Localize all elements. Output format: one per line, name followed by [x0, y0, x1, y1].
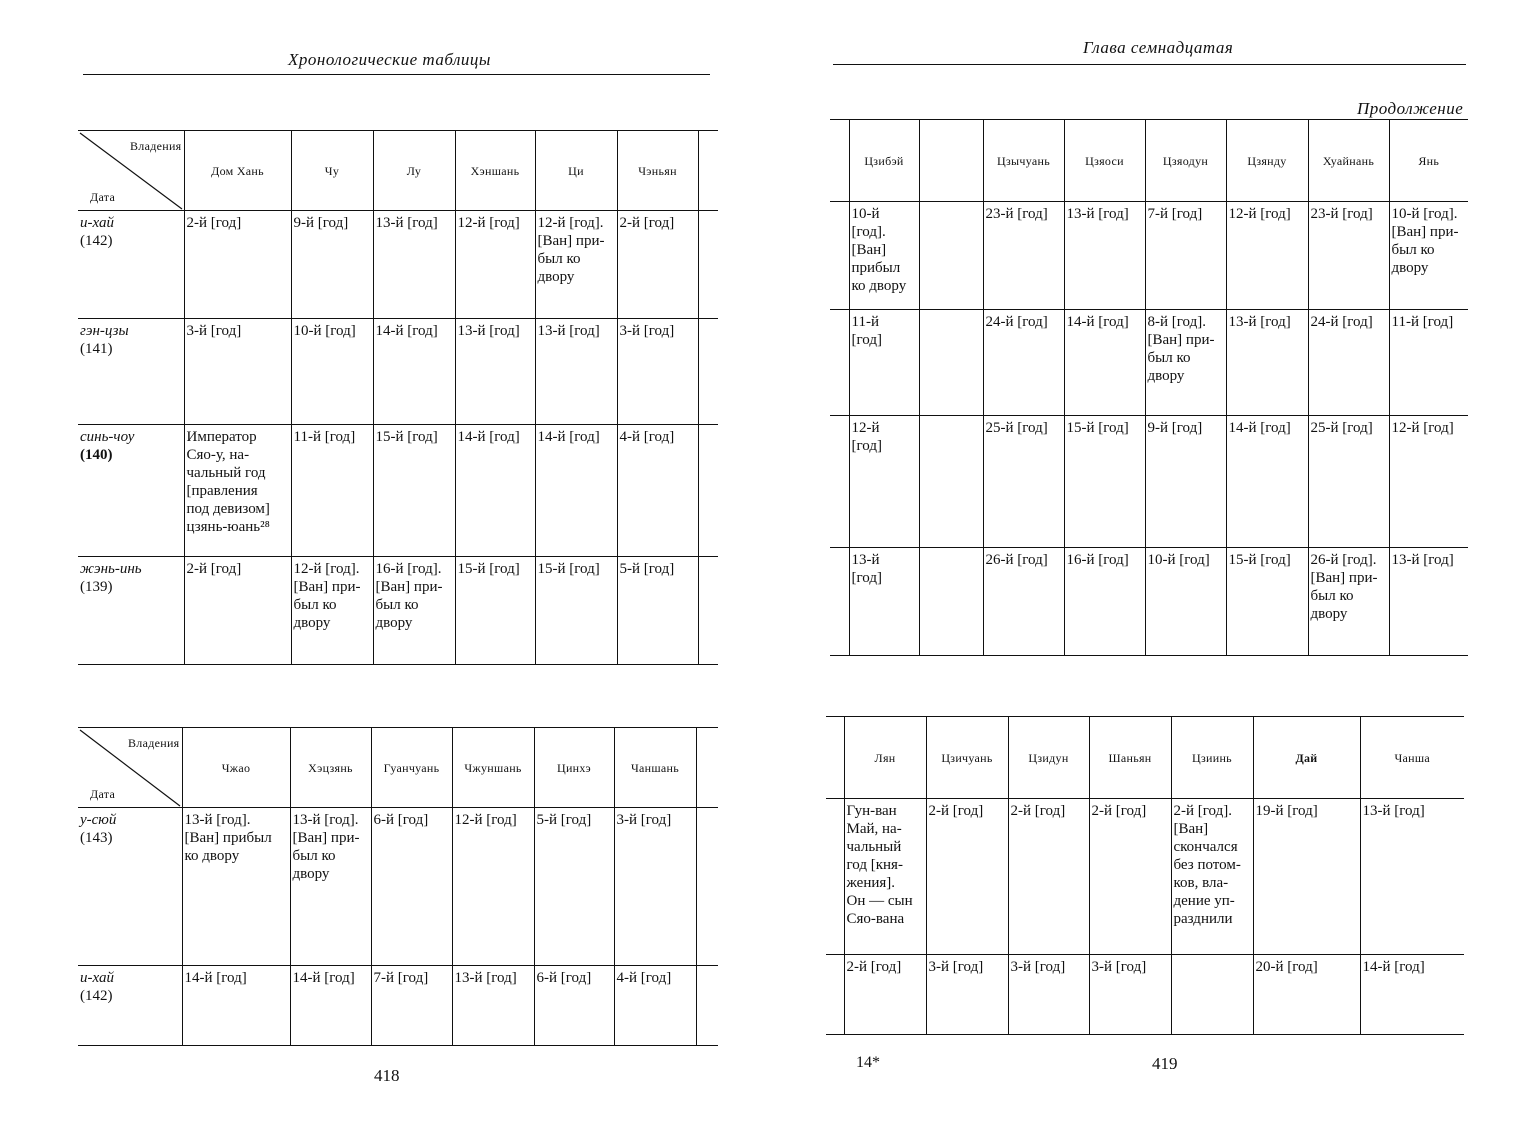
table-cell: 26-й [год] [983, 548, 1064, 656]
continuation-label: Продолжение [1357, 99, 1464, 118]
column-header: Гуанчуань [371, 728, 452, 808]
table-cell [919, 310, 983, 416]
table-cell-empty [698, 211, 718, 319]
table-cell: 14-й [год] [1360, 955, 1464, 1035]
table-cell: 6-й [год] [534, 966, 614, 1046]
year-bc: (143) [80, 830, 113, 846]
column-header: Чанша [1360, 717, 1464, 799]
date-cell [78, 966, 182, 1046]
column-header-empty [698, 131, 718, 211]
table-cell: 13-й [год] [1360, 799, 1464, 955]
header-rule-left [83, 74, 710, 75]
date-cell [78, 211, 184, 319]
table-corner-header [78, 728, 182, 808]
table-row [830, 310, 1468, 416]
table-cell-empty [698, 319, 718, 425]
column-header: Лу [373, 131, 455, 211]
page-number-left: 418 [374, 1066, 400, 1085]
column-header: Шаньян [1089, 717, 1171, 799]
cyclical-date: жэнь-инь [80, 561, 142, 577]
table-cell: 16-й [год] [1064, 548, 1145, 656]
table-cell: 10-й [год] [1145, 548, 1226, 656]
table-cell: 2-й [год] [184, 211, 291, 319]
table-row [78, 966, 718, 1046]
table-cell: Гун-ван Май, на- чальный год [кня- жения]. Он — сын Сяо-вана [844, 799, 926, 955]
table-cell: 11-й [год] [291, 425, 373, 557]
table-row [78, 808, 718, 966]
table-row [830, 416, 1468, 548]
table-cell: 13-й [год] [455, 319, 535, 425]
date-cell [78, 425, 184, 557]
table-row [78, 319, 718, 425]
table-cell: 25-й [год] [983, 416, 1064, 548]
column-header: Цзянду [1226, 120, 1308, 202]
table-cell: 2-й [год] [184, 557, 291, 665]
table-cell: 16-й [год]. [Ван] при- был ко двору [373, 557, 455, 665]
column-header: Хэншань [455, 131, 535, 211]
header-rule-right [833, 64, 1466, 65]
table-cell: 4-й [год] [614, 966, 696, 1046]
table-cell: 13-й [год] [373, 211, 455, 319]
table-cell: 5-й [год] [617, 557, 698, 665]
table-cell: 23-й [год] [1308, 202, 1389, 310]
column-header: Цзидун [1008, 717, 1089, 799]
table-cell: 10-й [год]. [Ван] прибыл ко двору [849, 202, 919, 310]
right-table-1 [830, 119, 1468, 656]
column-header-empty [830, 120, 849, 202]
corner-label-columns: Владения [129, 139, 182, 153]
cyclical-date: у-сюй [80, 812, 117, 828]
table-cell-empty [696, 808, 718, 966]
table-cell: 11-й [год] [849, 310, 919, 416]
table-cell-empty [826, 799, 844, 955]
table-row [78, 557, 718, 665]
column-header: Чу [291, 131, 373, 211]
year-bc: (139) [80, 579, 113, 595]
table-cell-empty [696, 966, 718, 1046]
table-cell: 8-й [год]. [Ван] при- был ко двору [1145, 310, 1226, 416]
table-cell: 25-й [год] [1308, 416, 1389, 548]
table-row [830, 548, 1468, 656]
table-cell: 9-й [год] [1145, 416, 1226, 548]
column-header: Цзичуань [926, 717, 1008, 799]
column-header: Цзибэй [849, 120, 919, 202]
column-header: Дай [1253, 717, 1360, 799]
table-cell: 14-й [год] [1064, 310, 1145, 416]
left-table-2 [78, 727, 718, 1046]
table-cell: 13-й [год] [1064, 202, 1145, 310]
table-cell: 13-й [год] [535, 319, 617, 425]
left-table-1 [78, 130, 718, 665]
year-bc: (142) [80, 988, 113, 1004]
column-header: Чэньян [617, 131, 698, 211]
table-cell: 3-й [год] [184, 319, 291, 425]
corner-label-rows: Дата [90, 787, 116, 801]
table-corner-header [78, 131, 184, 211]
date-cell [78, 319, 184, 425]
table-cell: 11-й [год] [1389, 310, 1468, 416]
table-cell: 12-й [год] [849, 416, 919, 548]
table-cell: 19-й [год] [1253, 799, 1360, 955]
corner-label-rows: Дата [90, 190, 116, 204]
corner-label-columns: Владения [127, 736, 180, 750]
table-cell-empty [698, 425, 718, 557]
table-cell: 14-й [год] [373, 319, 455, 425]
table-row [826, 955, 1464, 1035]
column-header-empty [826, 717, 844, 799]
table-cell: 4-й [год] [617, 425, 698, 557]
table-cell: 15-й [год] [373, 425, 455, 557]
column-header: Янь [1389, 120, 1468, 202]
column-header: Дом Хань [184, 131, 291, 211]
table-cell: 2-й [год] [844, 955, 926, 1035]
table-cell-empty [830, 548, 849, 656]
table-cell-empty [830, 310, 849, 416]
table-cell: 13-й [год]. [Ван] прибыл ко двору [182, 808, 290, 966]
cyclical-date: и-хай [80, 970, 114, 986]
column-header: Цзычуань [983, 120, 1064, 202]
column-header: Чжао [182, 728, 290, 808]
table-cell: 14-й [год] [290, 966, 371, 1046]
table-cell: 5-й [год] [534, 808, 614, 966]
table-cell: 3-й [год] [617, 319, 698, 425]
column-header: Цзяоси [1064, 120, 1145, 202]
table-cell: 14-й [год] [455, 425, 535, 557]
table-row [830, 202, 1468, 310]
year-bc: (142) [80, 233, 113, 249]
column-header: Хуайнань [1308, 120, 1389, 202]
signature-mark: 14* [856, 1054, 880, 1071]
table-cell: 13-й [год] [452, 966, 534, 1046]
table-cell: 15-й [год] [455, 557, 535, 665]
column-header: Цзяодун [1145, 120, 1226, 202]
table-cell-empty [830, 416, 849, 548]
table-cell: 3-й [год] [1089, 955, 1171, 1035]
table-cell: 10-й [год] [291, 319, 373, 425]
table-cell [919, 548, 983, 656]
page-number-right: 419 [1152, 1054, 1178, 1073]
column-header: Хэцзянь [290, 728, 371, 808]
cyclical-date: гэн-цзы [80, 323, 129, 339]
running-head-left: Хронологические таблицы [288, 50, 491, 69]
table-row [78, 211, 718, 319]
table-cell: 13-й [год] [1389, 548, 1468, 656]
column-header: Цзиинь [1171, 717, 1253, 799]
date-cell [78, 557, 184, 665]
table-cell: 2-й [год] [1008, 799, 1089, 955]
table-cell: 3-й [год] [926, 955, 1008, 1035]
table-cell: 12-й [год] [1226, 202, 1308, 310]
table-cell: 14-й [год] [182, 966, 290, 1046]
column-header: Чаншань [614, 728, 696, 808]
table-cell: 13-й [год] [849, 548, 919, 656]
table-cell: 12-й [год] [452, 808, 534, 966]
year-bc: (141) [80, 341, 113, 357]
column-header-empty [696, 728, 718, 808]
table-cell: 12-й [год] [455, 211, 535, 319]
table-cell-empty [698, 557, 718, 665]
cyclical-date: синь-чоу [80, 429, 135, 445]
running-head-right: Глава семнадцатая [1083, 38, 1234, 57]
table-cell-empty [830, 202, 849, 310]
table-cell: 2-й [год] [1089, 799, 1171, 955]
table-cell-empty [826, 955, 844, 1035]
table-cell: 23-й [год] [983, 202, 1064, 310]
table-cell [919, 416, 983, 548]
table-cell: 24-й [год] [1308, 310, 1389, 416]
table-cell: 2-й [год] [617, 211, 698, 319]
table-cell: 15-й [год] [535, 557, 617, 665]
date-cell [78, 808, 182, 966]
year-bc: (140) [80, 447, 113, 463]
table-cell: 13-й [год]. [Ван] при- был ко двору [290, 808, 371, 966]
table-cell [919, 202, 983, 310]
table-cell: 24-й [год] [983, 310, 1064, 416]
table-cell: 12-й [год]. [Ван] при- был ко двору [291, 557, 373, 665]
table-cell: 12-й [год] [1389, 416, 1468, 548]
table-row [78, 425, 718, 557]
table-cell: 6-й [год] [371, 808, 452, 966]
column-header: Ци [535, 131, 617, 211]
table-cell [1171, 955, 1253, 1035]
table-cell: 15-й [год] [1064, 416, 1145, 548]
table-cell: 7-й [год] [1145, 202, 1226, 310]
column-header [919, 120, 983, 202]
table-cell: 10-й [год]. [Ван] при- был ко двору [1389, 202, 1468, 310]
table-cell: 14-й [год] [1226, 416, 1308, 548]
table-cell: 15-й [год] [1226, 548, 1308, 656]
table-cell: 2-й [год]. [Ван] скончался без потом- ков, вла- дение уп- разднили [1171, 799, 1253, 955]
table-cell: Император Сяо-у, на- чальный год [правления под девизом] цзянь-юань²⁸ [184, 425, 291, 557]
table-cell: 2-й [год] [926, 799, 1008, 955]
column-header: Лян [844, 717, 926, 799]
column-header: Чжуншань [452, 728, 534, 808]
table-cell: 3-й [год] [614, 808, 696, 966]
table-cell: 26-й [год]. [Ван] при- был ко двору [1308, 548, 1389, 656]
table-cell: 13-й [год] [1226, 310, 1308, 416]
table-cell: 9-й [год] [291, 211, 373, 319]
table-cell: 20-й [год] [1253, 955, 1360, 1035]
table-cell: 14-й [год] [535, 425, 617, 557]
column-header: Цинхэ [534, 728, 614, 808]
table-row [826, 799, 1464, 955]
cyclical-date: и-хай [80, 215, 114, 231]
right-table-2 [826, 716, 1464, 1035]
table-cell: 3-й [год] [1008, 955, 1089, 1035]
table-cell: 12-й [год]. [Ван] при- был ко двору [535, 211, 617, 319]
table-cell: 7-й [год] [371, 966, 452, 1046]
